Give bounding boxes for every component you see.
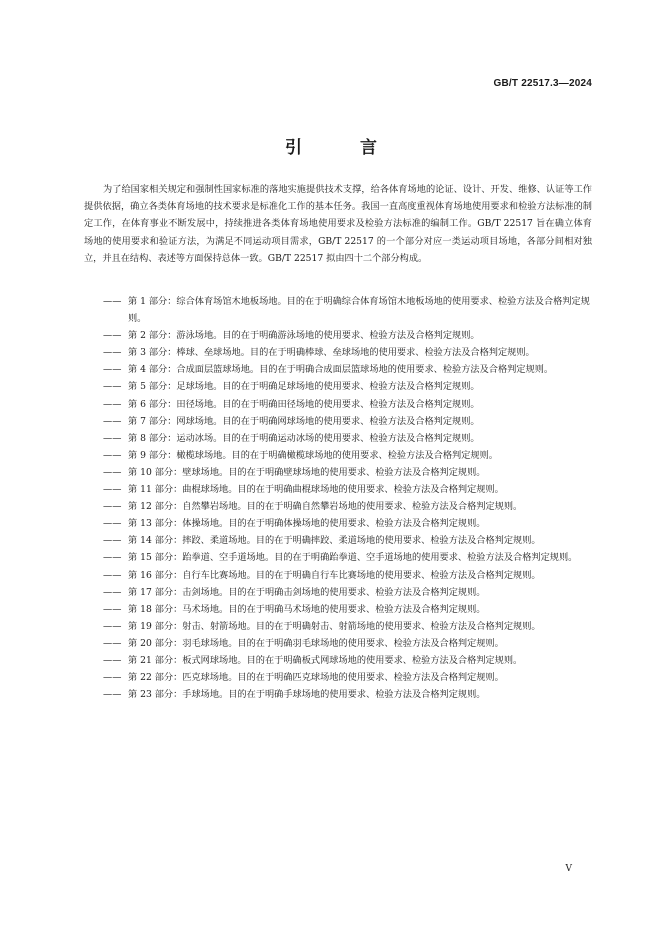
part-text: 第 18 部分：马术场地。目的在于明确马术场地的使用要求、检验方法及合格判定规则。	[128, 603, 486, 615]
list-item	[103, 396, 592, 413]
part-text: 第 6 部分：田径场地。目的在于明确田径场地的使用要求、检验方法及合格判定规则。	[128, 398, 480, 410]
part-text: 第 22 部分：匹克球场地。目的在于明确匹克球场地的使用要求、检验方法及合格判定规则。	[128, 672, 504, 684]
list-item	[103, 652, 592, 669]
part-text: 第 4 部分：合成面层篮球场地。目的在于明确合成面层篮球场地的使用要求、检验方法及合格判定规则。	[128, 364, 554, 376]
dash-marker: ——	[103, 381, 122, 393]
part-text: 第 11 部分：曲棍球场地。目的在于明确曲棍球场地的使用要求、检验方法及合格判定规则。	[128, 484, 504, 496]
dash-marker: ——	[103, 466, 122, 478]
standard-number: GB/T 22517.3—2024	[493, 78, 592, 89]
list-item	[103, 430, 592, 447]
part-text: 第 10 部分：壁球场地。目的在于明确壁球场地的使用要求、检验方法及合格判定规则。	[128, 466, 486, 478]
intro-paragraph: 为了给国家相关规定和强制性国家标准的落地实施提供技术支撑，给各体育场地的论证、设计、开发、维修、认证等工作提供依据，确立各类体育场地的技术要求是标准化工作的基本任务。我国一直高度重视体育场地使用要求和检验方法标准的制定工作，在体育事业不断发展中，持续推进各类体育场地使用要求及检验方法标准的编制工作。GB/T 22517 旨在确立体育场地的使用要求和验证方法，为满足不同运动项目需求，GB/T 22517 的一个部分对应一类运动项目场地，各部分间相对独立，并且在结构、表述等方面保持总体一致。GB/T 22517 拟由四十二个部分构成。	[84, 184, 592, 264]
part-text: 第 13 部分：体操场地。目的在于明确体操场地的使用要求、检验方法及合格判定规则。	[128, 518, 486, 530]
part-text: 第 16 部分：自行车比赛场地。目的在于明确自行车比赛场地的使用要求、检验方法及合格判定规则。	[128, 569, 541, 581]
part-text: 第 5 部分：足球场地。目的在于明确足球场地的使用要求、检验方法及合格判定规则。	[128, 381, 480, 393]
part-text: 第 9 部分：橄榄球场地。目的在于明确橄榄球场地的使用要求、检验方法及合格判定规则。	[128, 449, 498, 461]
page-number: V	[565, 864, 572, 874]
parts-list	[103, 293, 592, 703]
dash-marker: ——	[103, 501, 122, 513]
dash-marker: ——	[103, 364, 122, 376]
dash-marker: ——	[103, 347, 122, 359]
dash-marker: ——	[103, 672, 122, 684]
dash-marker: ——	[103, 484, 122, 496]
list-item	[103, 498, 592, 515]
dash-marker: ——	[103, 535, 122, 547]
list-item	[103, 567, 592, 584]
list-item	[103, 584, 592, 601]
dash-marker: ——	[103, 296, 122, 307]
part-text: 第 2 部分：游泳场地。目的在于明确游泳场地的使用要求、检验方法及合格判定规则。	[128, 330, 480, 342]
page-title: 引 言	[285, 138, 403, 158]
part-text: 第 17 部分：击剑场地。目的在于明确击剑场地的使用要求、检验方法及合格判定规则。	[128, 586, 486, 598]
list-item	[103, 515, 592, 532]
dash-marker: ——	[103, 552, 122, 564]
dash-marker: ——	[103, 518, 122, 530]
dash-marker: ——	[103, 620, 122, 632]
list-item	[103, 601, 592, 618]
list-item	[103, 464, 592, 481]
dash-marker: ——	[103, 398, 122, 410]
list-item	[103, 378, 592, 395]
list-item	[103, 327, 592, 344]
part-text: 第 15 部分：跆拳道、空手道场地。目的在于明确跆拳道、空手道场地的使用要求、检验方法及合格判定规则。	[128, 552, 578, 564]
part-text: 第 19 部分：射击、射箭场地。目的在于明确射击、射箭场地的使用要求、检验方法及合格判定规则。	[128, 620, 541, 632]
list-item	[103, 532, 592, 549]
part-text: 第 8 部分：运动冰场。目的在于明确运动冰场的使用要求、检验方法及合格判定规则。	[128, 432, 480, 444]
list-item	[103, 669, 592, 686]
dash-marker: ——	[103, 654, 122, 666]
dash-marker: ——	[103, 415, 122, 427]
list-item	[103, 344, 592, 361]
dash-marker: ——	[103, 330, 122, 342]
part-text: 第 1 部分：综合体育场馆木地板场地。目的在于明确综合体育场馆木地板场地的使用要求、检验方法及合格判定规则。	[128, 296, 590, 325]
list-item	[103, 293, 592, 327]
list-item	[103, 549, 592, 566]
part-text: 第 20 部分：羽毛球场地。目的在于明确羽毛球场地的使用要求、检验方法及合格判定规则。	[128, 637, 504, 649]
dash-marker: ——	[103, 637, 122, 649]
list-item	[103, 618, 592, 635]
part-text: 第 23 部分：手球场地。目的在于明确手球场地的使用要求、检验方法及合格判定规则。	[128, 689, 486, 701]
list-item	[103, 413, 592, 430]
list-item	[103, 481, 592, 498]
dash-marker: ——	[103, 689, 122, 701]
list-item	[103, 361, 592, 378]
dash-marker: ——	[103, 569, 122, 581]
part-text: 第 7 部分：网球场地。目的在于明确网球场地的使用要求、检验方法及合格判定规则。	[128, 415, 480, 427]
part-text: 第 14 部分：摔跤、柔道场地。目的在于明确摔跤、柔道场地的使用要求、检验方法及合格判定规则。	[128, 535, 541, 547]
list-item	[103, 635, 592, 652]
part-text: 第 21 部分：板式网球场地。目的在于明确板式网球场地的使用要求、检验方法及合格判定规则。	[128, 654, 523, 666]
dash-marker: ——	[103, 432, 122, 444]
part-text: 第 3 部分：棒球、垒球场地。目的在于明确棒球、垒球场地的使用要求、检验方法及合格判定规则。	[128, 347, 535, 359]
list-item	[103, 447, 592, 464]
part-text: 第 12 部分：自然攀岩场地。目的在于明确自然攀岩场地的使用要求、检验方法及合格判定规则。	[128, 501, 523, 513]
list-item	[103, 686, 592, 703]
dash-marker: ——	[103, 603, 122, 615]
dash-marker: ——	[103, 449, 122, 461]
dash-marker: ——	[103, 586, 122, 598]
